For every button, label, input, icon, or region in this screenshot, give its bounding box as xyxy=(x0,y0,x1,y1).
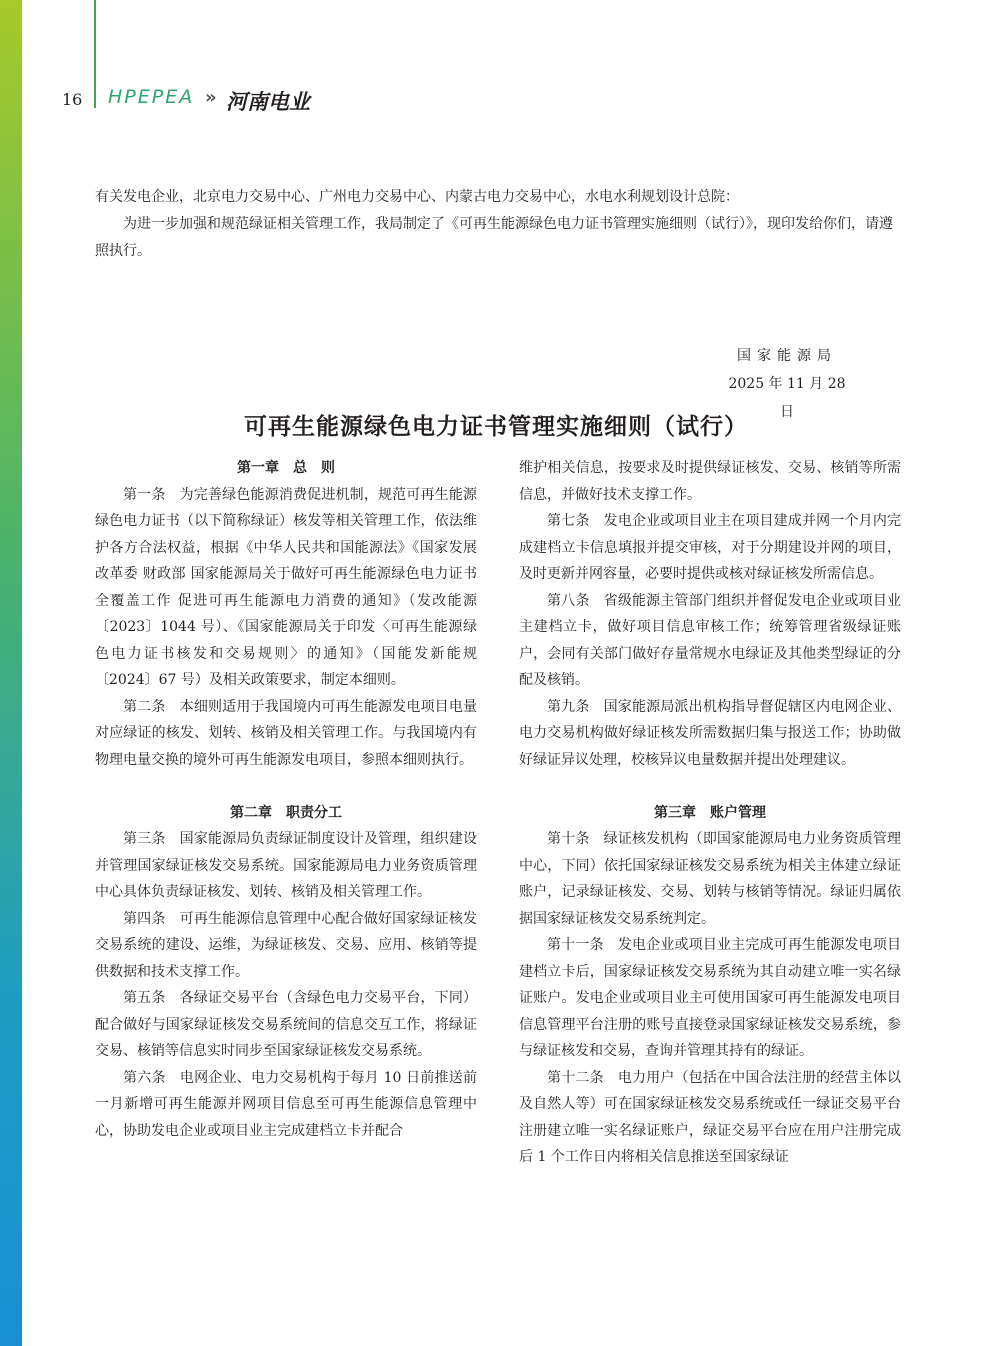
right-column xyxy=(519,455,901,1171)
notice-recipients: 有关发电企业，北京电力交易中心、广州电力交易中心、内蒙古电力交易中心，水电水利规划设计总院： xyxy=(95,189,739,205)
header-vertical-rule xyxy=(94,0,96,108)
article-3: 第三条 国家能源局负责绿证制度设计及管理，组织建设并管理国家绿证核发交易系统。国家能源局电力业务资质管理中心具体负责绿证核发、划转、核销及相关管理工作。 xyxy=(95,831,477,900)
article-1: 第一条 为完善绿色能源消费促进机制，规范可再生能源绿色电力证书（以下简称绿证）核发等相关管理工作，依法维护各方合法权益，根据《中华人民共和国能源法》《国家发展改革委 财政部 国家能源局关于做好可再生能源绿色电力证书全覆盖工作 促进可再生能源电力消费的通知》（发改能源〔2023〕1044 号）、《国家能源局关于印发〈可再生能源绿色电力证书核发和交易规则〉的通知》（国能发新能规〔2024〕67 号）及相关政策要求，制定本细则。 xyxy=(95,486,477,688)
document-title: 可再生能源绿色电力证书管理实施细则（试行） xyxy=(244,414,748,440)
article-12: 第十二条 电力用户（包括在中国合法注册的经营主体以及自然人等）可在国家绿证核发交易系统或任一绿证交易平台注册建立唯一实名绿证账户，绿证交易平台应在用户注册完成后 1 个工作日内将相关信息推送至国家绿证 xyxy=(519,1069,901,1165)
chapter-heading: 第一章 总 则 xyxy=(237,460,335,476)
notice-intro xyxy=(95,184,903,265)
chapter-heading: 第二章 职责分工 xyxy=(230,804,342,821)
article-6-continued: 维护相关信息，按要求及时提供绿证核发、交易、核销等所需信息，并做好技术支撑工作。 xyxy=(519,460,901,503)
article-6: 第六条 电网企业、电力交易机构于每月 10 日前推送前一月新增可再生能源并网项目信息至可再生能源信息管理中心，协助发电企业或项目业主完成建档立卡并配合 xyxy=(95,1069,477,1139)
brand-logo-latin: HPEPEA xyxy=(108,86,195,108)
issue-date: 2025 年 11 月 28 日 xyxy=(728,376,846,420)
article-4: 第四条 可再生能源信息管理中心配合做好国家绿证核发交易系统的建设、运维，为绿证核发、交易、应用、核销等提供数据和技术支撑工作。 xyxy=(95,910,477,980)
article-11: 第十一条 发电企业或项目业主完成可再生能源发电项目建档立卡后，国家绿证核发交易系统为其自动建立唯一实名绿证账户。发电企业或项目业主可使用国家可再生能源发电项目信息管理平台注册的账号直接登录国家绿证核发交易系统，参与绿证核发和交易，查询并管理其持有的绿证。 xyxy=(519,937,901,1059)
article-7: 第七条 发电企业或项目业主在项目建成并网一个月内完成建档立卡信息填报并提交审核，对于分期建设并网的项目，及时更新并网容量，必要时提供或核对绿证核发所需信息。 xyxy=(519,513,901,582)
article-9: 第九条 国家能源局派出机构指导督促辖区内电网企业、电力交易机构做好绿证核发所需数据归集与报送工作；协助做好绿证异议处理，校核异议电量数据并提出处理建议。 xyxy=(519,698,901,768)
article-8: 第八条 省级能源主管部门组织并督促发电企业或项目业主建档立卡，做好项目信息审核工作；统筹管理省级绿证账户，会同有关部门做好存量常规水电绿证及其他类型绿证的分配及核销。 xyxy=(519,592,901,688)
article-2: 第二条 本细则适用于我国境内可再生能源发电项目电量对应绿证的核发、划转、核销及相关管理工作。与我国境内有物理电量交换的境外可再生能源发电项目，参照本细则执行。 xyxy=(95,698,477,768)
notice-body: 为进一步加强和规范绿证相关管理工作，我局制定了《可再生能源绿色电力证书管理实施细则（试行）》，现印发给你们，请遵照执行。 xyxy=(95,216,893,259)
left-column xyxy=(95,455,477,1144)
brand-separator-icon: » xyxy=(205,87,217,108)
side-gradient-bar xyxy=(0,0,22,1346)
article-5: 第五条 各绿证交易平台（含绿色电力交易平台，下同）配合做好与国家绿证核发交易系统间的信息交互工作，将绿证交易、核销等信息实时同步至国家绿证核发交易系统。 xyxy=(95,990,477,1059)
article-10: 第十条 绿证核发机构（即国家能源局电力业务资质管理中心，下同）依托国家绿证核发交易系统为相关主体建立绿证账户，记录绿证核发、交易、划转与核销等情况。绿证归属依据国家绿证核发交易系统判定。 xyxy=(519,831,901,927)
chapter-heading: 第三章 账户管理 xyxy=(654,804,766,821)
issuer-organization: 国家能源局 xyxy=(737,348,837,364)
page-number: 16 xyxy=(62,90,83,109)
brand-logo-chinese: 河南电业 xyxy=(226,90,310,114)
